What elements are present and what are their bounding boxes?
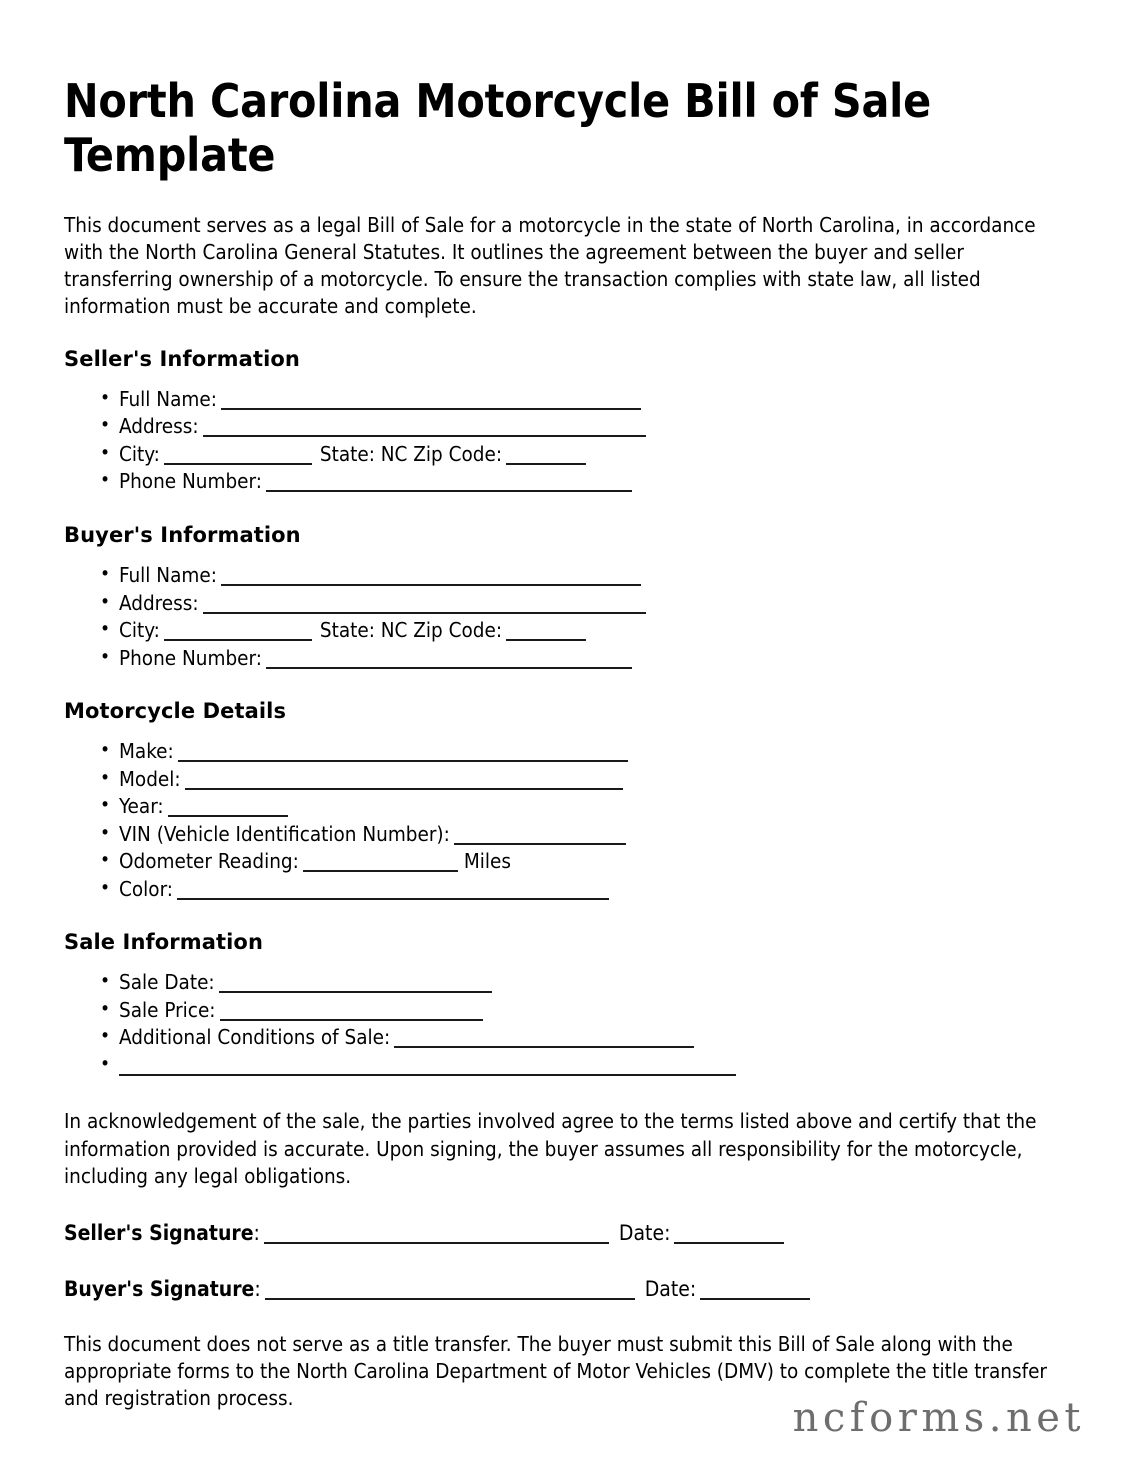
page-title: North Carolina Motorcycle Bill of Sale Template	[64, 74, 932, 183]
field-label: Additional Conditions of Sale:	[119, 1025, 391, 1050]
seller-fields-list	[64, 386, 1077, 496]
field-label: Full Name:	[119, 386, 217, 411]
field-label: Sale Date:	[119, 970, 215, 995]
input-blank-buyer-full-name[interactable]	[221, 569, 641, 586]
input-blank-buyer-city[interactable]	[164, 624, 312, 641]
field-additional-conditions	[64, 1024, 1077, 1052]
field-label-state-zip: State: NC Zip Code:	[319, 441, 503, 466]
seller-signature-label: Seller's Signature	[64, 1220, 254, 1245]
input-blank-vin[interactable]	[454, 828, 626, 845]
input-blank-seller-date[interactable]	[674, 1227, 784, 1244]
input-blank-model[interactable]	[185, 773, 623, 790]
field-vin	[64, 821, 1077, 849]
input-blank-sale-price[interactable]	[220, 1004, 483, 1021]
input-blank-buyer-address[interactable]	[203, 597, 646, 614]
input-blank-make[interactable]	[178, 745, 628, 762]
field-seller-address	[64, 413, 1077, 441]
section-heading-seller: Seller's Information	[64, 346, 300, 371]
field-label: Phone Number:	[119, 645, 262, 670]
field-year	[64, 793, 1077, 821]
field-buyer-phone	[64, 645, 1077, 673]
input-blank-seller-signature[interactable]	[264, 1227, 609, 1244]
input-blank-buyer-zip[interactable]	[506, 624, 586, 641]
field-label: City:	[119, 441, 160, 466]
field-label: Make:	[119, 739, 174, 764]
field-additional-conditions-continued	[64, 1052, 1077, 1080]
field-buyer-city-state-zip	[64, 617, 1077, 645]
disclaimer-paragraph: This document does not serve as a title transfer. The buyer must submit this Bill of Sale along with the appropriate forms to the North Carolina Department of Motor Vehicles (DMV) to complete the title transfer and registration process.	[64, 1332, 1048, 1411]
field-sale-date	[64, 969, 1077, 997]
input-blank-year[interactable]	[168, 800, 288, 817]
field-label: Address:	[119, 414, 199, 439]
input-blank-seller-zip[interactable]	[506, 448, 586, 465]
buyer-signature-row	[64, 1276, 1077, 1302]
field-label: Address:	[119, 590, 199, 615]
buyer-signature-label: Buyer's Signature	[64, 1276, 255, 1301]
field-label: Model:	[119, 766, 181, 791]
input-blank-additional-conditions[interactable]	[394, 1031, 694, 1048]
buyer-signature-colon: :	[254, 1276, 261, 1301]
field-color	[64, 876, 1077, 904]
input-blank-color[interactable]	[177, 883, 609, 900]
field-buyer-full-name	[64, 562, 1077, 590]
input-blank-buyer-phone[interactable]	[266, 652, 632, 669]
field-label: Year:	[119, 794, 164, 819]
field-seller-phone	[64, 468, 1077, 496]
seller-signature-row	[64, 1220, 1077, 1246]
intro-paragraph: This document serves as a legal Bill of Sale for a motorcycle in the state of North Carolina, in accordance with the North Carolina General Statutes. It outlines the agreement between the buyer and seller transferring ownership of a motorcycle. To ensure the transaction complies with state law, all listed information must be accurate and complete.	[64, 212, 1036, 318]
sale-fields-list	[64, 969, 1077, 1079]
seller-date-label: Date:	[618, 1220, 671, 1245]
input-blank-seller-address[interactable]	[203, 420, 646, 437]
field-label: Color:	[119, 876, 174, 901]
input-blank-seller-full-name[interactable]	[221, 393, 641, 410]
acknowledgement-paragraph: In acknowledgement of the sale, the parties involved agree to the terms listed above and certify that the information provided is accurate. Upon signing, the buyer assumes all responsibility for the motorcycle, including any legal obligations.	[64, 1109, 1037, 1188]
field-label: Sale Price:	[119, 997, 216, 1022]
field-label: Phone Number:	[119, 469, 262, 494]
section-heading-sale: Sale Information	[64, 930, 263, 955]
field-model	[64, 766, 1077, 794]
section-heading-motorcycle: Motorcycle Details	[64, 699, 287, 724]
field-label: Odometer Reading:	[119, 849, 299, 874]
field-seller-city-state-zip	[64, 441, 1077, 469]
field-odometer	[64, 848, 1077, 876]
input-blank-sale-date[interactable]	[219, 976, 492, 993]
field-seller-full-name	[64, 386, 1077, 414]
site-watermark: ncforms.net	[792, 1395, 1085, 1441]
input-blank-seller-city[interactable]	[164, 448, 312, 465]
field-unit-miles: Miles	[463, 849, 511, 874]
input-blank-buyer-date[interactable]	[700, 1283, 810, 1300]
section-heading-buyer: Buyer's Information	[64, 522, 301, 547]
input-blank-additional-conditions-2[interactable]	[119, 1059, 736, 1076]
motorcycle-fields-list	[64, 738, 1077, 903]
field-label: Full Name:	[119, 563, 217, 588]
buyer-fields-list	[64, 562, 1077, 672]
field-make	[64, 738, 1077, 766]
input-blank-buyer-signature[interactable]	[265, 1283, 635, 1300]
field-label: VIN (Vehicle Identification Number):	[119, 821, 450, 846]
buyer-date-label: Date:	[644, 1276, 697, 1301]
seller-signature-colon: :	[253, 1220, 260, 1245]
field-sale-price	[64, 997, 1077, 1025]
input-blank-seller-phone[interactable]	[266, 475, 632, 492]
input-blank-odometer[interactable]	[303, 855, 458, 872]
field-label: City:	[119, 618, 160, 643]
field-label-state-zip: State: NC Zip Code:	[319, 618, 503, 643]
field-buyer-address	[64, 590, 1077, 618]
